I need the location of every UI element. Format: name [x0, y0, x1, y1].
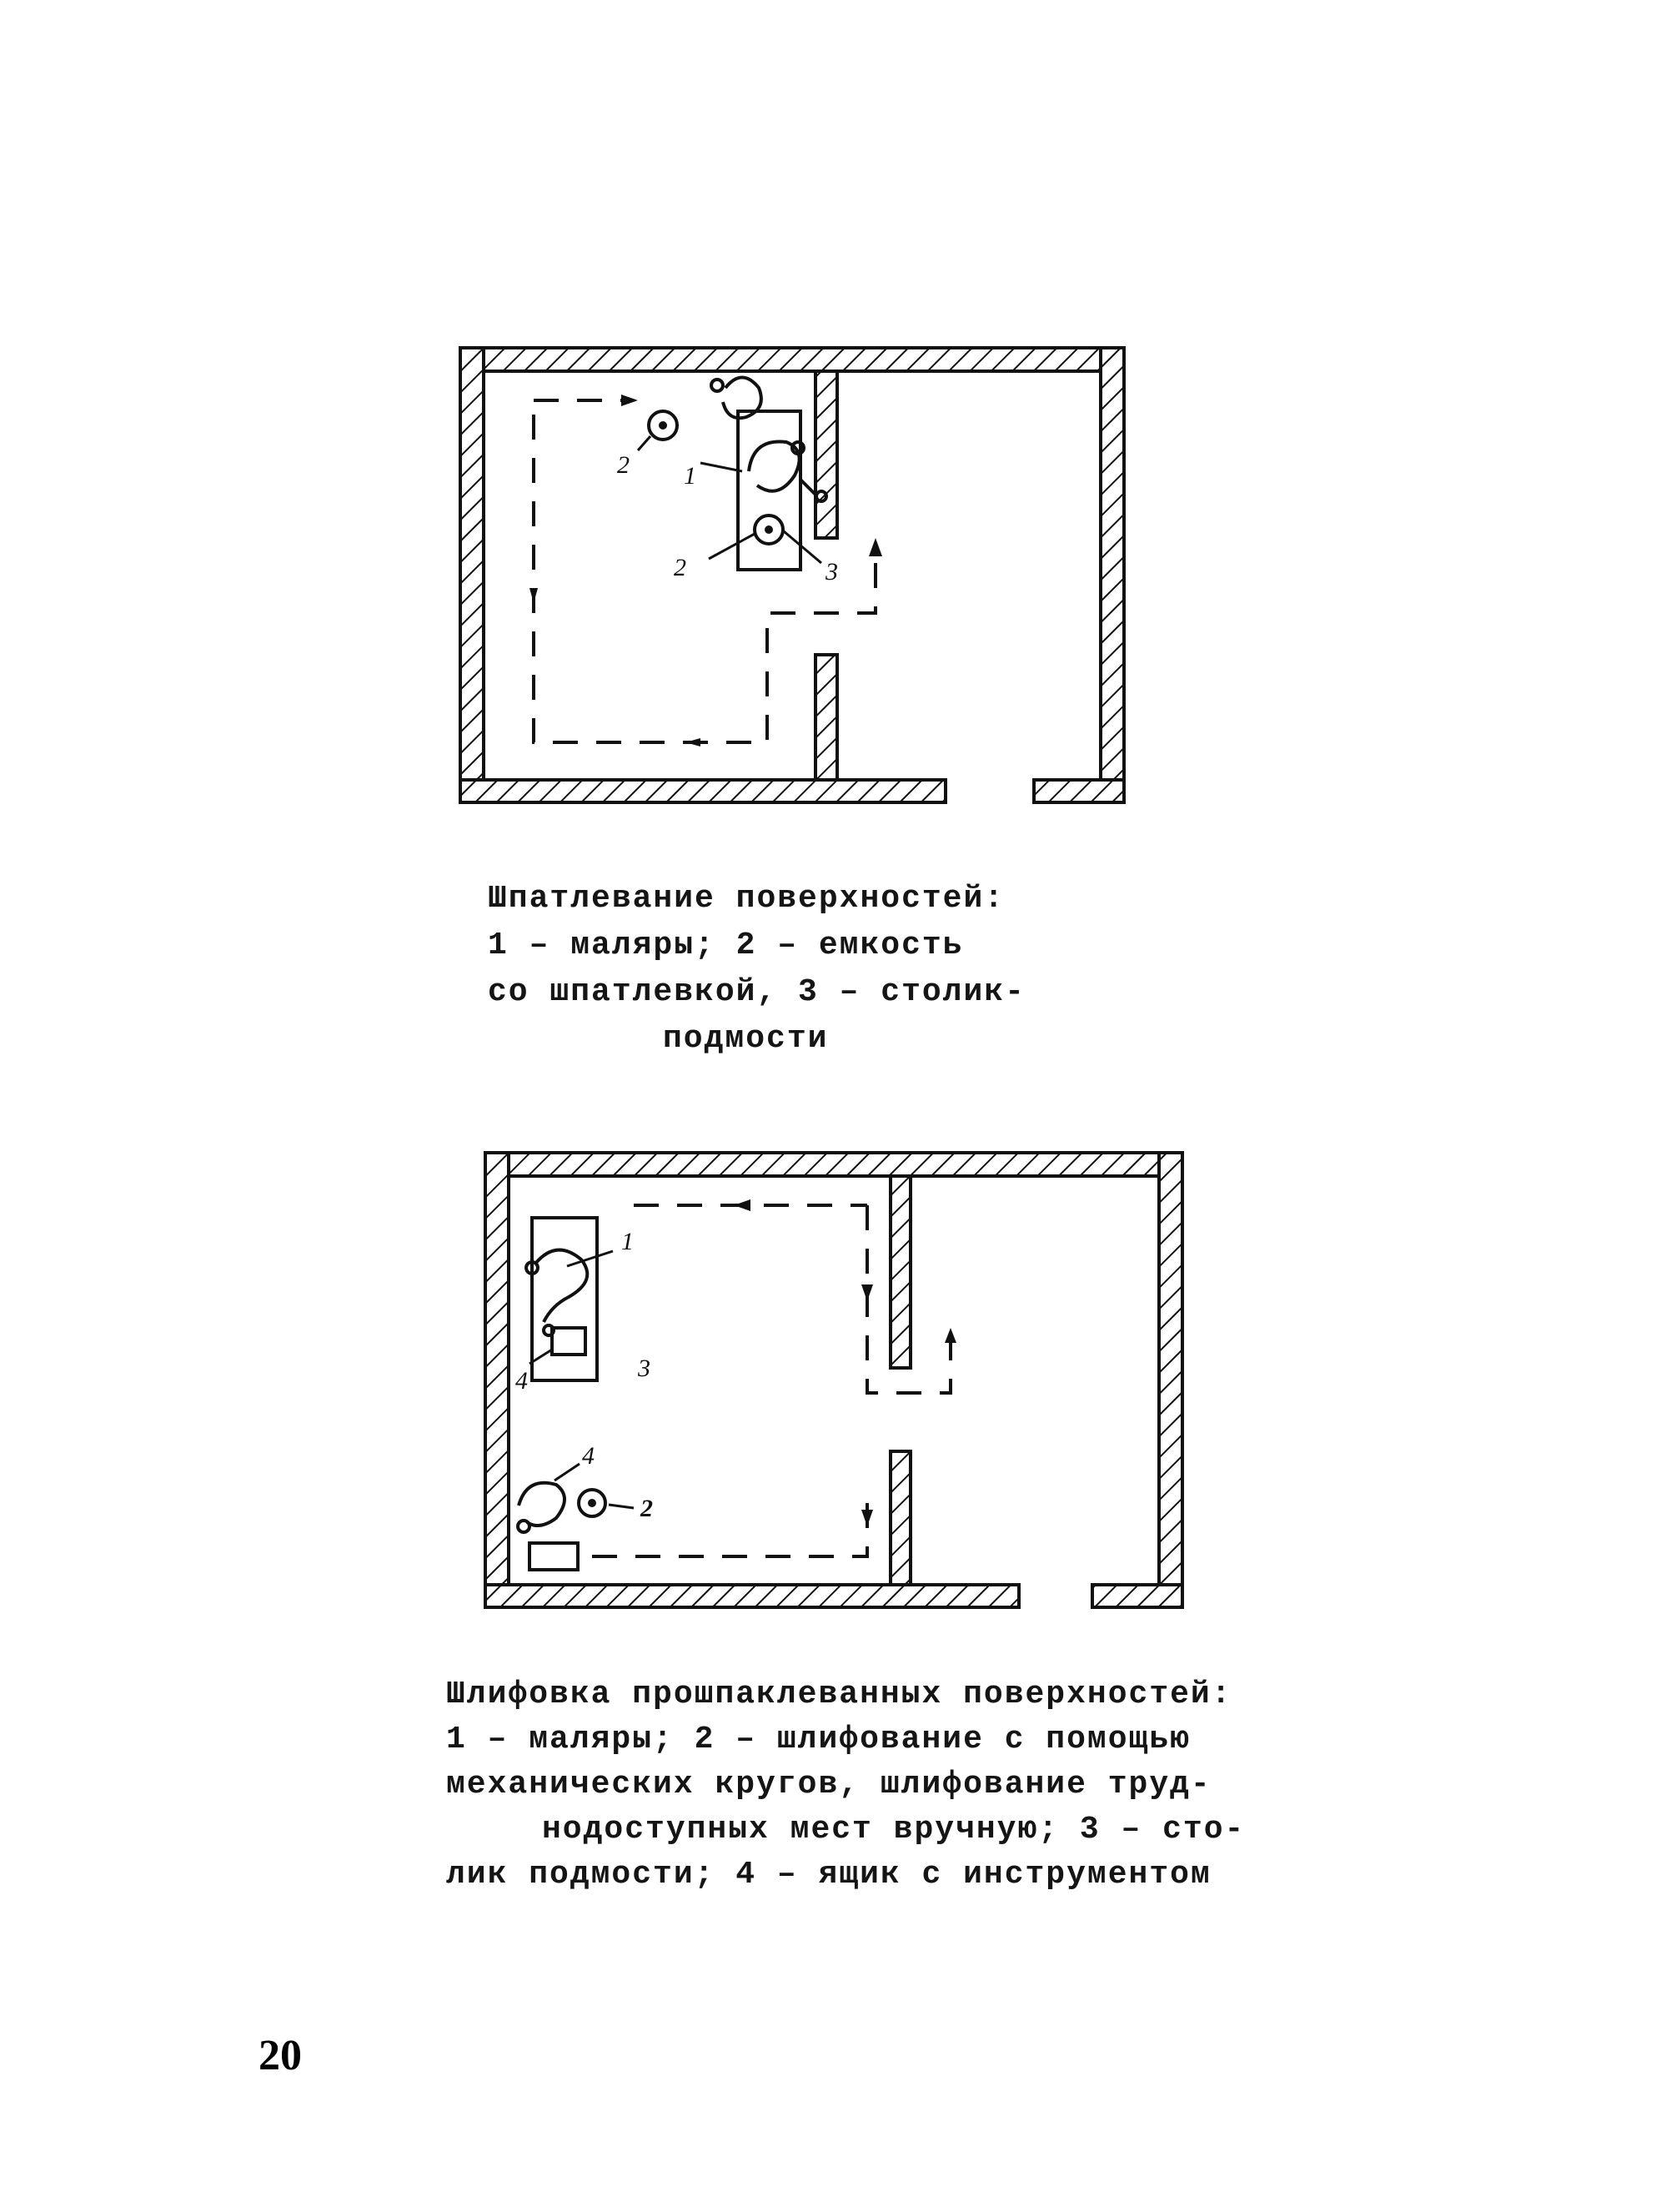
- path-arrows: [734, 1199, 956, 1526]
- label-painter-bottom: 4: [582, 1442, 595, 1470]
- putty-container-icon: [649, 411, 677, 440]
- figure-2-caption: [446, 1672, 1245, 1898]
- caption-line: со шпатлевкой, 3 – столик-: [488, 974, 1026, 1010]
- leader-lines: [638, 436, 821, 563]
- caption-line: Шлифовка прошпаклеванных поверхностей:: [446, 1677, 1232, 1712]
- caption-line: механических кругов, шлифование труд-: [446, 1767, 1212, 1802]
- tool-box: [552, 1328, 585, 1355]
- painter-icon: [711, 378, 761, 419]
- caption-line: Шпатлевание поверхностей:: [488, 881, 1006, 917]
- figure-2-svg: [475, 1143, 1192, 1618]
- label-grinder: 2: [640, 1495, 653, 1522]
- label-container-left: 2: [617, 451, 630, 479]
- label-painter-top: 1: [621, 1228, 634, 1255]
- label-table: 3: [825, 558, 838, 586]
- tool-box: [529, 1543, 578, 1570]
- label-box-top: 4: [515, 1367, 528, 1395]
- figure-1-svg: [450, 338, 1134, 813]
- room-walls: [460, 348, 1124, 802]
- figure-sanding-plan: [475, 1143, 1192, 1618]
- caption-line: нодоступных мест вручную; 3 – сто-: [542, 1812, 1246, 1848]
- page-number: 20: [258, 2032, 302, 2079]
- figure-puttying-plan: [450, 338, 1134, 813]
- caption-line: 1 – маляры; 2 – емкость: [488, 928, 964, 963]
- caption-line: подмости: [663, 1021, 829, 1057]
- caption-line: 1 – маляры; 2 – шлифование с помощью: [446, 1722, 1191, 1757]
- painter-icon: [518, 1483, 565, 1532]
- caption-line: лик подмости; 4 – ящик с инструментом: [446, 1857, 1212, 1893]
- label-container-right: 2: [674, 554, 686, 581]
- label-table: 3: [638, 1355, 650, 1382]
- putty-container-icon: [755, 515, 783, 544]
- grinder-icon: [579, 1490, 605, 1516]
- label-painter: 1: [684, 462, 696, 490]
- figure-1-caption: [488, 876, 1026, 1063]
